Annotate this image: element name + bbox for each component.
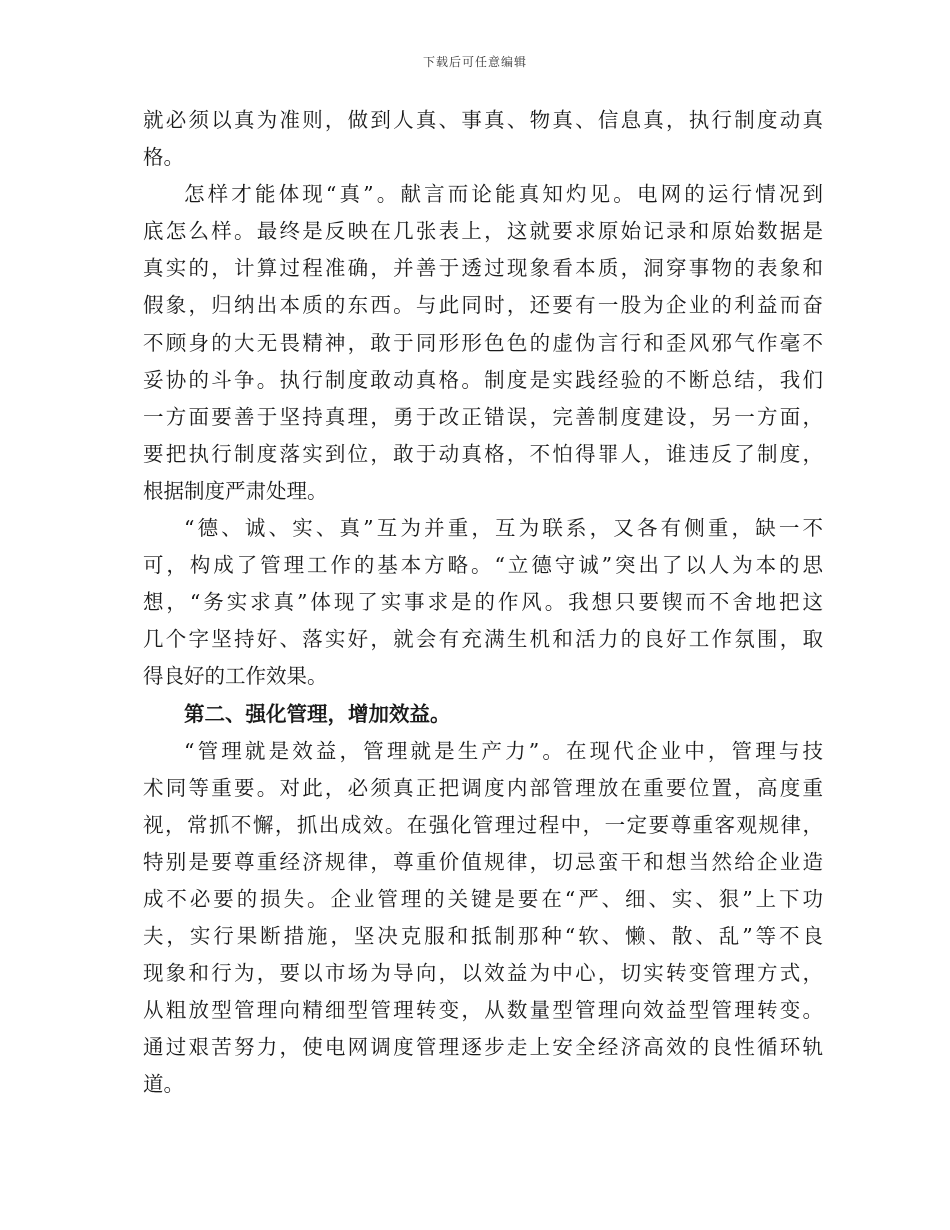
text-line: 根据制度严肃处理。 bbox=[143, 478, 328, 503]
text-line: 现象和行为，要以市场为导向，以效益为中心，切实转变管理方式， bbox=[143, 961, 823, 986]
text-line: 可，构成了管理工作的基本方略。“立德守诚”突出了以人为本的思 bbox=[143, 553, 823, 578]
section-heading: 第二、强化管理，增加效益。 bbox=[184, 701, 451, 726]
text-line: 几个字坚持好、落实好，就会有充满生机和活力的良好工作氛围，取 bbox=[143, 627, 823, 652]
document-body bbox=[143, 102, 823, 1104]
text-line: 怎样才能体现“真”。献言而论能真知灼见。电网的运行情况到 bbox=[184, 182, 823, 207]
text-line: 视，常抓不懈，抓出成效。在强化管理过程中，一定要尊重客观规律， bbox=[143, 812, 823, 837]
text-line: 从粗放型管理向精细型管理转变，从数量型管理向效益型管理转变。 bbox=[143, 998, 823, 1023]
text-line: 一方面要善于坚持真理，勇于改正错误，完善制度建设，另一方面， bbox=[143, 404, 823, 429]
text-line: 特别是要尊重经济规律，尊重价值规律，切忌蛮干和想当然给企业造 bbox=[143, 849, 823, 874]
text-line: “管理就是效益，管理就是生产力”。在现代企业中，管理与技 bbox=[184, 738, 823, 763]
text-line: 想，“务实求真”体现了实事求是的作风。我想只要锲而不舍地把这 bbox=[143, 590, 823, 615]
text-line: 术同等重要。对此，必须真正把调度内部管理放在重要位置，高度重 bbox=[143, 775, 823, 800]
text-line: 不顾身的大无畏精神，敢于同形形色色的虚伪言行和歪风邪气作毫不 bbox=[143, 330, 823, 355]
text-line: 格。 bbox=[143, 145, 184, 170]
text-line: 道。 bbox=[143, 1072, 184, 1097]
text-line: 得良好的工作效果。 bbox=[143, 664, 328, 689]
text-line: 就必须以真为准则，做到人真、事真、物真、信息真，执行制度动真 bbox=[143, 108, 823, 132]
text-line: 通过艰苦努力，使电网调度管理逐步走上安全经济高效的良性循环轨 bbox=[143, 1035, 823, 1060]
text-line: 夫，实行果断措施，坚决克服和抵制那种“软、懒、散、乱”等不良 bbox=[143, 924, 823, 949]
text-line: 真实的，计算过程准确，并善于透过现象看本质，洞穿事物的表象和 bbox=[143, 256, 823, 281]
text-line: 成不必要的损失。企业管理的关键是要在“严、细、实、狠”上下功 bbox=[143, 886, 823, 911]
text-line: 妥协的斗争。执行制度敢动真格。制度是实践经验的不断总结，我们 bbox=[143, 367, 823, 392]
text-line: 底怎么样。最终是反映在几张表上，这就要求原始记录和原始数据是 bbox=[143, 219, 823, 244]
text-line: 假象，归纳出本质的东西。与此同时，还要有一股为企业的利益而奋 bbox=[143, 293, 823, 318]
text-line: 要把执行制度落实到位，敢于动真格，不怕得罪人，谁违反了制度， bbox=[143, 441, 823, 466]
page-header: 下载后可任意编辑 bbox=[422, 55, 527, 69]
text-line: “德、诚、实、真”互为并重，互为联系，又各有侧重，缺一不 bbox=[184, 516, 823, 541]
